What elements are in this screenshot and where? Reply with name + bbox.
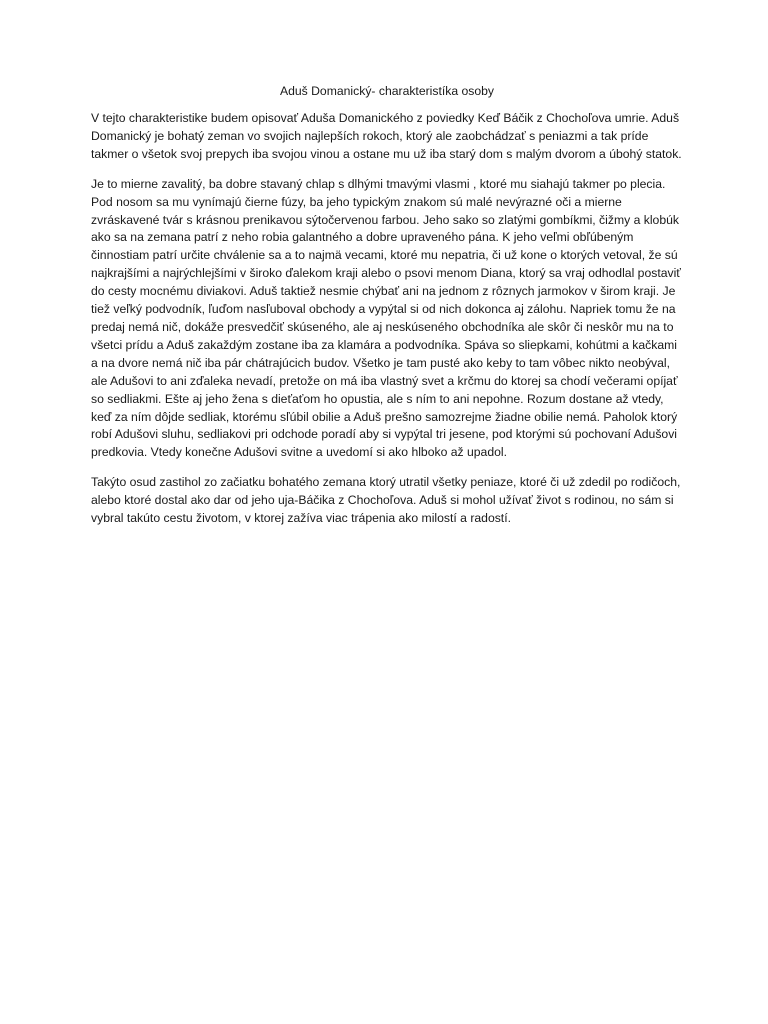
paragraph-description: Je to mierne zavalitý, ba dobre stavaný chlap s dlhými tmavými vlasmi , ktoré mu siahajú takmer po plecia. Pod nosom sa mu vynímajú čierne fúzy, ba jeho typickým znakom sú malé nevýrazné oči a mierne zvráskavené tvár s krásnou prenikavou sýtočervenou farbou. Jeho sako so zlatými gombíkmi, čižmy a klobúk ako sa na zemana patrí z neho robia galantného a dobre upraveného pána. K jeho veľmi obľúbeným činnostiam patrí určite chválenie sa a to najmä vecami, ktoré mu nepatria, či už kone o ktorých vetoval, že sú najkrajšími a najrýchlejšími v široko ďalekom kraji alebo o psovi menom Diana, ktorý sa vraj odhodlal postaviť do cesty mocnému diviakovi. Aduš taktiež nesmie chýbať ani na jednom z rôznych jarmokov v širom kraji. Je tiež veľký podvodník, ľuďom nasľuboval obchody a vypýtal si od nich dokonca aj zálohu. Napriek tomu že na predaj nemá nič, dokáže presvedčiť skúseného, ale aj neskúseného obchodníka ale skôr či neskôr mu na to všetci prídu a Aduš zakaždým zostane iba za klamára a podvodníka. Spáva so sliepkami, kohútmi a kačkami a na dvore nemá nič iba pár chátrajúcich budov. Všetko je tam pusté ako keby to tam vôbec nikto neobýval, ale Adušovi to ani zďaleka nevadí, pretože on má iba vlastný svet a krčmu do ktorej sa chodí večerami opíjať so sedliakmi. Ešte aj jeho žena s dieťaťom ho opustia, ale s ním to ani nepohne. Rozum dostane až vtedy, keď za ním dôjde sedliak, ktorému sľúbil obilie a Aduš prešno samozrejme žiadne obilie nemá. Paholok ktorý robí Adušovi sluhu, sedliakovi pri odchode poradí aby si vypýtal tri jesene, pod ktorými sú pochovaní Adušovi predkovia. Vtedy konečne Adušovi svitne a uvedomí si ako hlboko až upadol. <box>91 176 681 460</box>
document-title: Aduš Domanický- charakteristíka osoby <box>279 84 495 98</box>
paragraph-conclusion: Takýto osud zastihol zo začiatku bohatého zemana ktorý utratil všetky peniaze, ktoré či už zdedil po rodičoch, alebo ktoré dostal ako dar od jeho uja-Báčika z Chochoľova. Aduš si mohol užívať život s rodinou, no sám si vybral takúto cestu životom, v ktorej zažíva viac trápenia ako milostí a radostí. <box>91 475 681 526</box>
document-page <box>91 83 683 540</box>
paragraph-intro: V tejto charakteristike budem opisovať Aduša Domanického z poviedky Keď Báčik z Chochoľova umrie. Aduš Domanický je bohatý zeman vo svojich najlepších rokoch, ktorý ale zaobchádzať s peniazmi a tak príde takmer o všetok svoj prepych iba svojou vinou a ostane mu už iba starý dom s malým dvorom a úbohý statok. <box>91 111 682 161</box>
